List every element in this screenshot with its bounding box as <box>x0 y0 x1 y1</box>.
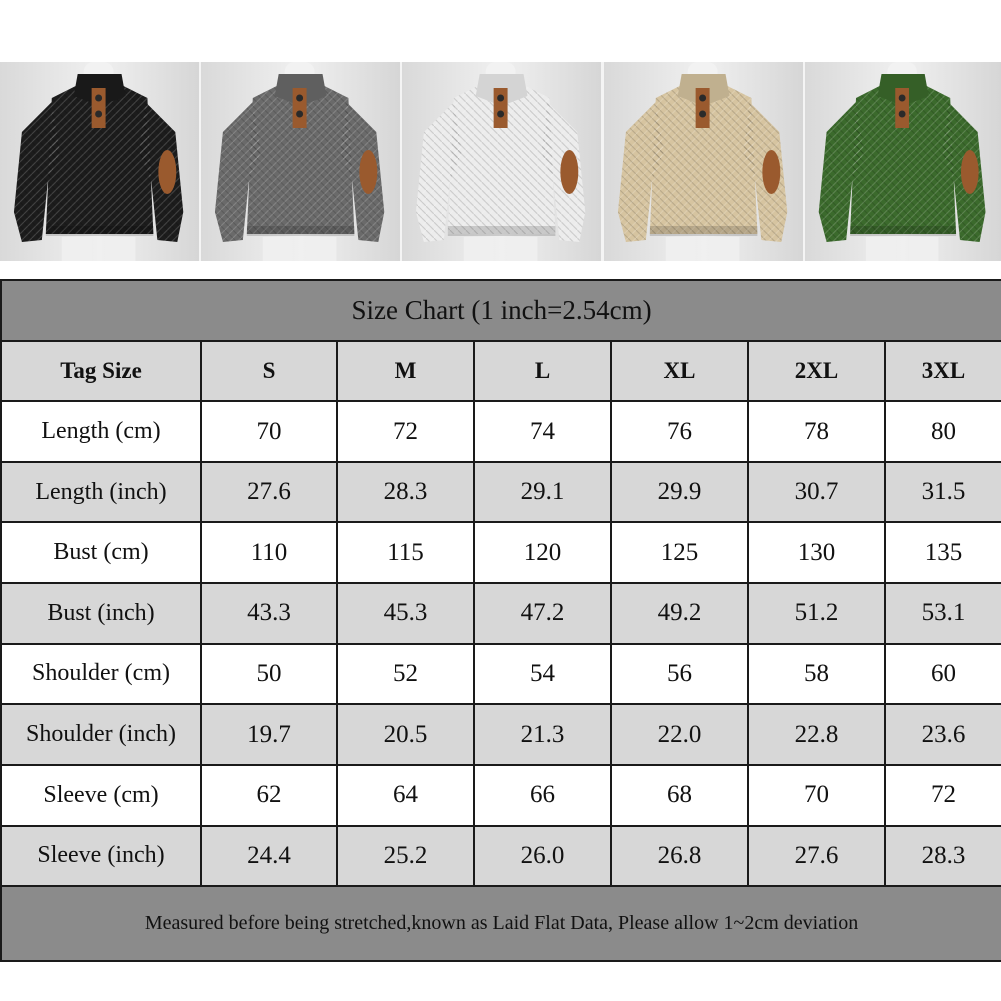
table-cell: 125 <box>611 522 748 583</box>
sweater-illustration <box>402 62 601 261</box>
table-cell: 72 <box>885 765 1001 826</box>
row-label: Bust (cm) <box>1 522 201 583</box>
table-row <box>1 522 1001 583</box>
row-label: Shoulder (cm) <box>1 644 201 705</box>
table-cell: 110 <box>201 522 337 583</box>
sweater-photo-green <box>803 62 1001 261</box>
table-cell: 64 <box>337 765 474 826</box>
table-row <box>1 462 1001 523</box>
table-cell: 52 <box>337 644 474 705</box>
table-row <box>1 401 1001 462</box>
table-cell: 70 <box>201 401 337 462</box>
table-cell: 22.8 <box>748 704 885 765</box>
table-row <box>1 826 1001 887</box>
tag-size-header: Tag Size <box>1 341 201 402</box>
table-cell: 28.3 <box>885 826 1001 887</box>
table-cell: 76 <box>611 401 748 462</box>
table-row <box>1 644 1001 705</box>
table-cell: 28.3 <box>337 462 474 523</box>
sweater-photo-khaki <box>602 62 803 261</box>
table-cell: 115 <box>337 522 474 583</box>
table-cell: 26.0 <box>474 826 611 887</box>
table-cell: 58 <box>748 644 885 705</box>
table-cell: 66 <box>474 765 611 826</box>
table-cell: 21.3 <box>474 704 611 765</box>
size-header-m: M <box>337 341 474 402</box>
measurement-note: Measured before being stretched,known as Laid Flat Data, Please allow 1~2cm deviation <box>1 886 1001 961</box>
table-cell: 72 <box>337 401 474 462</box>
table-cell: 54 <box>474 644 611 705</box>
sweater-illustration <box>805 62 1001 261</box>
row-label: Shoulder (inch) <box>1 704 201 765</box>
table-row <box>1 765 1001 826</box>
sweater-illustration <box>0 62 199 261</box>
table-cell: 31.5 <box>885 462 1001 523</box>
table-cell: 53.1 <box>885 583 1001 644</box>
size-header-row <box>1 341 1001 402</box>
table-cell: 27.6 <box>748 826 885 887</box>
table-cell: 135 <box>885 522 1001 583</box>
size-chart-table <box>0 279 1001 962</box>
table-cell: 45.3 <box>337 583 474 644</box>
sweater-photo-black <box>0 62 199 261</box>
table-cell: 29.9 <box>611 462 748 523</box>
row-label: Sleeve (inch) <box>1 826 201 887</box>
table-cell: 49.2 <box>611 583 748 644</box>
table-cell: 74 <box>474 401 611 462</box>
table-row <box>1 704 1001 765</box>
table-cell: 62 <box>201 765 337 826</box>
row-label: Bust (inch) <box>1 583 201 644</box>
table-cell: 24.4 <box>201 826 337 887</box>
table-cell: 80 <box>885 401 1001 462</box>
size-header-s: S <box>201 341 337 402</box>
table-cell: 25.2 <box>337 826 474 887</box>
table-cell: 30.7 <box>748 462 885 523</box>
row-label: Length (inch) <box>1 462 201 523</box>
table-cell: 29.1 <box>474 462 611 523</box>
table-cell: 27.6 <box>201 462 337 523</box>
table-cell: 60 <box>885 644 1001 705</box>
table-cell: 68 <box>611 765 748 826</box>
table-cell: 50 <box>201 644 337 705</box>
size-header-xl: XL <box>611 341 748 402</box>
size-chart-title: Size Chart (1 inch=2.54cm) <box>1 280 1001 341</box>
table-cell: 43.3 <box>201 583 337 644</box>
table-cell: 19.7 <box>201 704 337 765</box>
table-cell: 26.8 <box>611 826 748 887</box>
size-header-3xl: 3XL <box>885 341 1001 402</box>
size-header-2xl: 2XL <box>748 341 885 402</box>
size-header-l: L <box>474 341 611 402</box>
row-label: Sleeve (cm) <box>1 765 201 826</box>
table-cell: 51.2 <box>748 583 885 644</box>
table-cell: 47.2 <box>474 583 611 644</box>
table-cell: 78 <box>748 401 885 462</box>
product-photo-strip <box>0 62 1001 261</box>
table-cell: 130 <box>748 522 885 583</box>
table-cell: 120 <box>474 522 611 583</box>
table-cell: 56 <box>611 644 748 705</box>
sweater-photo-gray <box>199 62 400 261</box>
table-row <box>1 583 1001 644</box>
table-cell: 20.5 <box>337 704 474 765</box>
table-cell: 23.6 <box>885 704 1001 765</box>
table-cell: 22.0 <box>611 704 748 765</box>
sweater-illustration <box>201 62 400 261</box>
sweater-photo-white <box>400 62 601 261</box>
table-cell: 70 <box>748 765 885 826</box>
row-label: Length (cm) <box>1 401 201 462</box>
sweater-illustration <box>604 62 803 261</box>
